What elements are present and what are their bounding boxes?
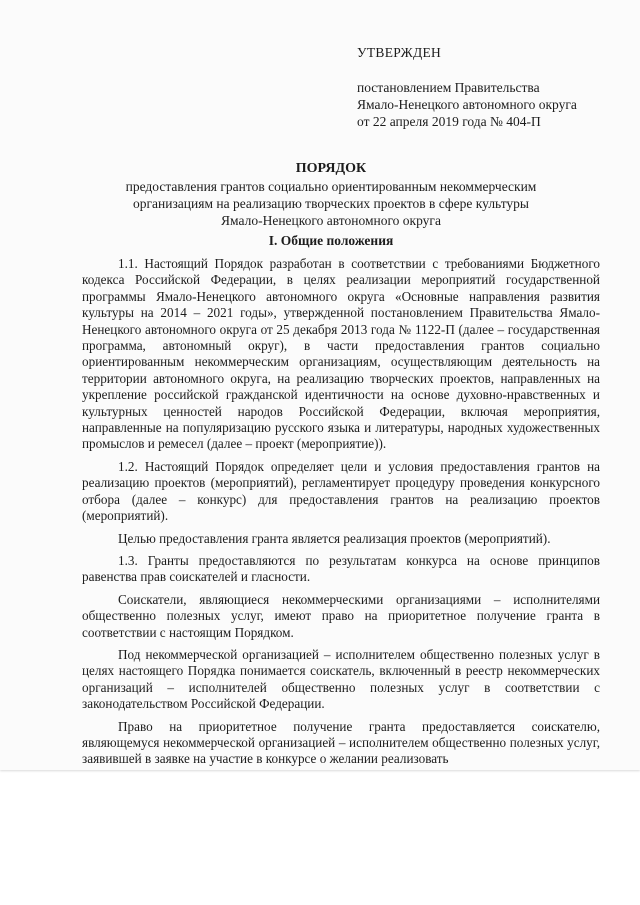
paragraph: Целью предоставления гранта является реализация проектов (мероприятий).: [118, 530, 551, 546]
approval-stamp: [357, 44, 577, 130]
paragraph: Под некоммерческой организацией – исполнителем общественно полезных услуг в целях настоящего Порядка понимается соискатель, включенный в реестр некоммерческих организаций – исполнителей общественно полезных услуг в соответствии с законодательством Российской Федерации.: [82, 646, 600, 712]
approval-line: Ямало-Ненецкого автономного округа: [357, 97, 577, 112]
title-line: Ямало-Ненецкого автономного округа: [221, 213, 441, 228]
paragraph: 1.2. Настоящий Порядок определяет цели и условия предоставления грантов на реализацию проектов (мероприятий), регламентирует процедуру проведения конкурсного отбора (далее – конкурс) для предоставления грантов на реализацию проектов (мероприятий).: [82, 458, 600, 524]
paragraph: 1.3. Гранты предоставляются по результатам конкурса на основе принципов равенства прав соискателей и гласности.: [82, 552, 600, 585]
paragraph: Соискатели, являющиеся некоммерческими организациями – исполнителями общественно полезных услуг, имеют право на приоритетное получение гранта в соответствии с настоящим Порядком.: [82, 591, 600, 640]
approval-line: постановлением Правительства: [357, 80, 540, 95]
title-line: предоставления грантов социально ориентированным некоммерческим: [125, 179, 537, 194]
approval-line: от 22 апреля 2019 года № 404-П: [357, 114, 541, 129]
paragraph: 1.1. Настоящий Порядок разработан в соответствии с требованиями Бюджетного кодекса Российской Федерации, в целях реализации мероприятий государственной программы Ямало-Ненецкого автономного округа «Основные направления развития культуры на 2014 – 2021 годы», утвержденной постановлением Правительства Ямало-Ненецкого автономного округа от 25 декабря 2013 года № 1122-П (далее – государственная программа, автономный округ), в части предоставления грантов социально ориентированным некоммерческим организациям, осуществляющим деятельность на территории автономного округа, на реализацию творческих проектов, направленных на укрепление российской гражданской идентичности на основе духовно-нравственных и культурных ценностей народов Российской Федерации, включая мероприятия, направленные на популяризацию русского языка и литературы, народных художественных промыслов и ремесел (далее – проект (мероприятие)).: [82, 256, 600, 452]
paragraph: Право на приоритетное получение гранта предоставляется соискателю, являющемуся некоммерческой организацией – исполнителем общественно полезных услуг, заявившей в заявке на участие в конкурсе о желании реализовать: [82, 718, 600, 767]
approval-heading: УТВЕРЖДЕН: [357, 45, 442, 60]
section-heading: I. Общие положения: [268, 233, 394, 248]
document-body: [82, 256, 600, 770]
title-line: организациям на реализацию творческих проектов в сфере культуры: [133, 196, 529, 211]
document-title: [60, 160, 602, 229]
title-main: ПОРЯДОК: [295, 161, 367, 176]
